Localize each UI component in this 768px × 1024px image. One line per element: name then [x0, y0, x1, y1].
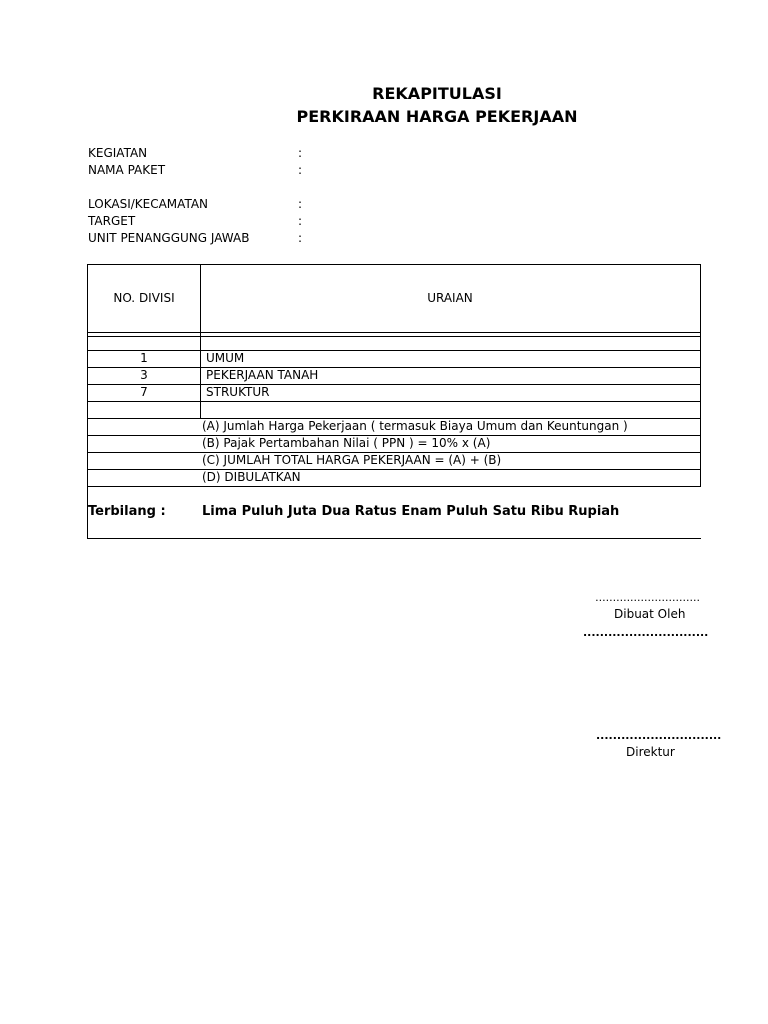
table-column-divider	[200, 264, 201, 418]
table-rule	[87, 469, 701, 470]
info-label-target: TARGET	[88, 214, 136, 228]
dibuat-oleh-label: Dibuat Oleh	[614, 607, 686, 621]
summary-line-d: (D) DIBULATKAN	[202, 470, 301, 484]
table-border-bottom	[87, 538, 701, 539]
info-label-kegiatan: KEGIATAN	[88, 146, 148, 160]
signature-dots-mid: ..............................	[583, 626, 709, 639]
terbilang-label: Terbilang :	[88, 504, 166, 519]
table-rule	[87, 336, 701, 337]
table-row-no: 7	[140, 385, 148, 399]
info-colon-unit: :	[298, 231, 303, 245]
signature-dots-top: ..............................	[595, 591, 700, 604]
table-row-uraian: PEKERJAAN TANAH	[206, 368, 319, 382]
table-border-left	[87, 264, 88, 538]
table-rule	[87, 486, 701, 487]
document-title-line1: REKAPITULASI	[372, 84, 502, 103]
table-row-uraian: UMUM	[206, 351, 245, 365]
table-border-right	[700, 264, 701, 486]
table-row-no: 1	[140, 351, 148, 365]
info-colon-lokasi: :	[298, 197, 303, 211]
table-header-uraian: URAIAN	[427, 291, 473, 305]
table-header-no-divisi: NO. DIVISI	[113, 291, 175, 305]
signature-dots-bottom: ..............................	[596, 729, 722, 742]
direktur-label: Direktur	[626, 745, 675, 759]
table-border-top	[87, 264, 701, 265]
document-title-line2: PERKIRAAN HARGA PEKERJAAN	[296, 107, 578, 126]
table-row-uraian: STRUKTUR	[206, 385, 270, 399]
info-label-nama-paket: NAMA PAKET	[88, 163, 166, 177]
table-rule	[87, 401, 701, 402]
summary-line-a: (A) Jumlah Harga Pekerjaan ( termasuk Biaya Umum dan Keuntungan )	[202, 419, 628, 433]
info-colon-target: :	[298, 214, 303, 228]
summary-line-c: (C) JUMLAH TOTAL HARGA PEKERJAAN = (A) + (B)	[202, 453, 502, 467]
info-colon-kegiatan: :	[298, 146, 303, 160]
info-label-lokasi: LOKASI/KECAMATAN	[88, 197, 209, 211]
table-rule	[87, 332, 701, 333]
summary-line-b: (B) Pajak Pertambahan Nilai ( PPN ) = 10% x (A)	[202, 436, 491, 450]
info-label-unit: UNIT PENANGGUNG JAWAB	[88, 231, 250, 245]
info-colon-nama-paket: :	[298, 163, 303, 177]
table-row-no: 3	[140, 368, 148, 382]
terbilang-value: Lima Puluh Juta Dua Ratus Enam Puluh Satu Ribu Rupiah	[202, 504, 620, 519]
